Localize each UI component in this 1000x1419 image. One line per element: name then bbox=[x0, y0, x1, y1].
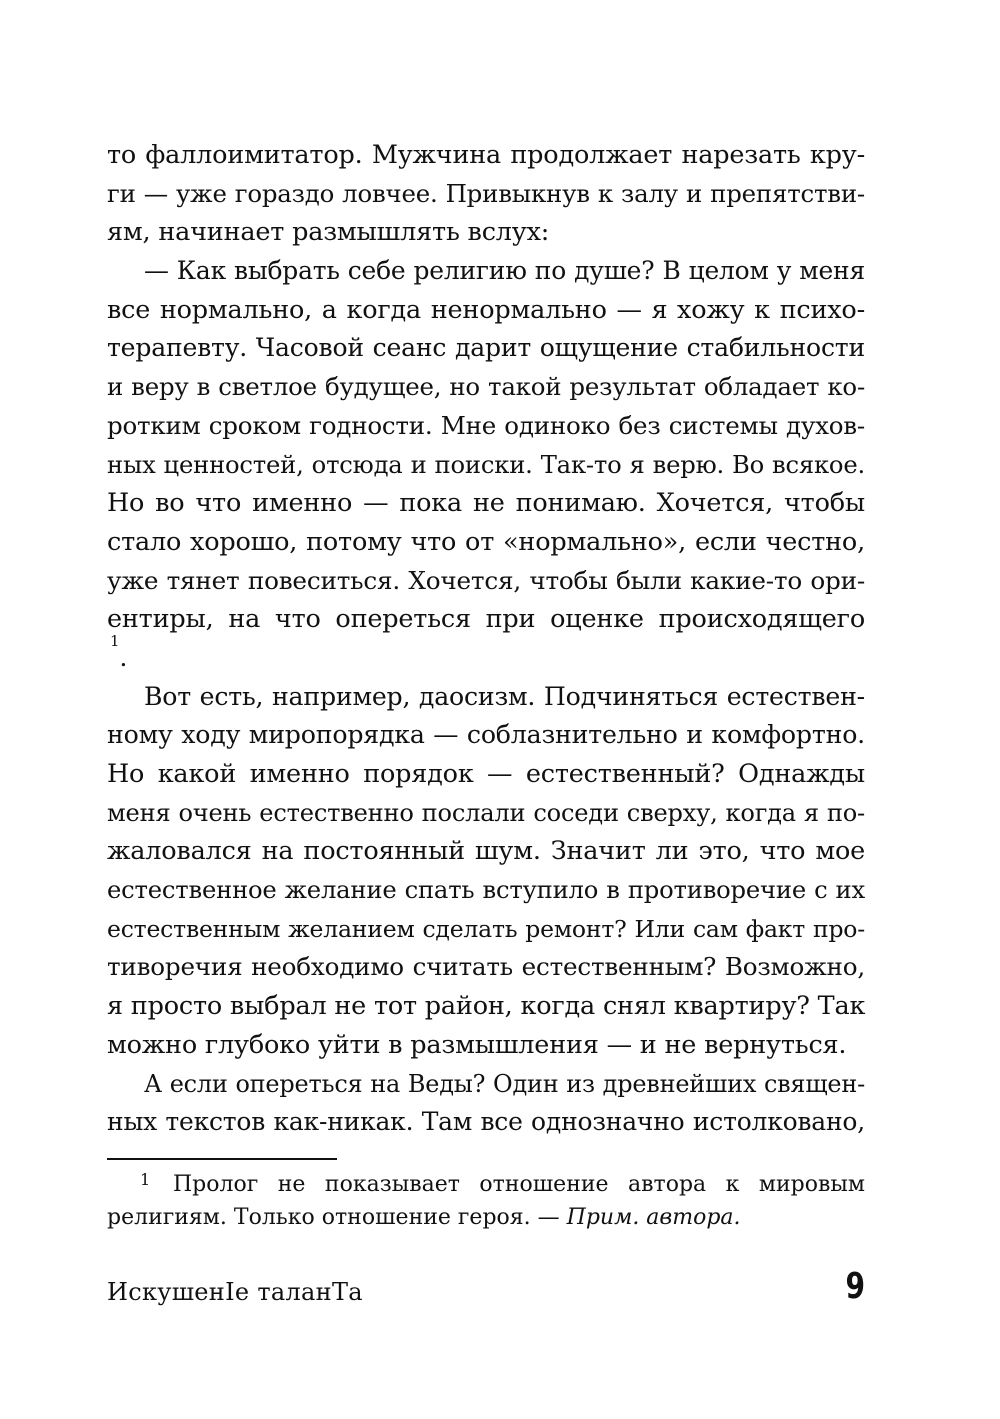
text-line bbox=[107, 632, 865, 678]
footnote-text: религиям. Только отношение героя. — bbox=[107, 1205, 567, 1230]
text-line: ги — уже гораздо ловчее. Привыкнув к залу и препятстви- bbox=[107, 178, 865, 208]
footnote-divider bbox=[107, 1158, 337, 1160]
body-text bbox=[107, 136, 865, 1142]
sentence-period: . bbox=[119, 642, 128, 673]
footnote-first-line bbox=[107, 1168, 865, 1201]
text-line: то фаллоимитатор. Мужчина продолжает нарезать кру- bbox=[107, 140, 865, 170]
text-line: естественным желанием сделать ремонт? Или сам факт про- bbox=[107, 914, 865, 943]
footnote-attribution: Прим. автора. bbox=[566, 1205, 741, 1230]
text-line: Но какой именно порядок — естественный? Однажды bbox=[107, 759, 865, 789]
footnote-number: 1 bbox=[140, 1170, 151, 1189]
text-line: стало хорошо, потому что от «нормально», если честно, bbox=[107, 526, 865, 557]
paragraph bbox=[107, 678, 865, 1065]
paragraph bbox=[107, 1065, 865, 1142]
page-number: 9 bbox=[845, 1266, 865, 1307]
paragraph bbox=[107, 252, 865, 678]
footnote-text: Пролог не показывает отношение автора к мировым bbox=[173, 1172, 865, 1197]
footnote-second-line bbox=[107, 1201, 865, 1234]
footnote bbox=[107, 1168, 865, 1234]
footnote-reference[interactable]: 1 bbox=[110, 632, 120, 651]
text-line: Но во что именно — пока не понимаю. Хочется, чтобы bbox=[107, 488, 865, 519]
text-line: можно глубоко уйти в размышления — и не вернуться. bbox=[107, 1029, 847, 1060]
text-line: и веру в светлое будущее, но такой результат обладает ко- bbox=[107, 372, 865, 402]
text-line: жаловался на постоянный шум. Значит ли это, что мое bbox=[107, 836, 865, 867]
text-line: А если опереться на Веды? Один из древнейших священ- bbox=[144, 1069, 865, 1098]
text-line: меня очень естественно послали соседи сверху, когда я по- bbox=[107, 798, 865, 827]
text-line: тиворечия необходимо считать естественным? Возможно, bbox=[107, 952, 865, 982]
text-line: Вот есть, например, даосизм. Подчиняться естествен- bbox=[144, 681, 865, 711]
text-line: естественное желание спать вступило в противоречие с их bbox=[107, 875, 865, 905]
text-line: — Как выбрать себе религию по душе? В целом у меня bbox=[144, 256, 865, 286]
text-line: ных ценностей, отсюда и поиски. Так-то я верю. Во всякое. bbox=[107, 449, 865, 479]
text-line: я просто выбрал не тот район, когда снял квартиру? Так bbox=[107, 991, 866, 1022]
text-line: ных текстов как-никак. Там все однозначно истолковано, bbox=[107, 1107, 865, 1137]
running-title: ИскушенIе таланТа bbox=[107, 1278, 363, 1306]
text-line: ям, начинает размышлять вслух: bbox=[107, 217, 550, 248]
text-line: все нормально, а когда ненормально — я хожу к психо- bbox=[107, 294, 865, 325]
text-line: ротким сроком годности. Мне одиноко без системы духов- bbox=[107, 410, 865, 440]
text-line: уже тянет повеситься. Хочется, чтобы были какие-то ори- bbox=[107, 565, 865, 595]
text-line: терапевту. Часовой сеанс дарит ощущение стабильности bbox=[107, 333, 865, 363]
text-line: ентиры, на что опереться при оценке происходящего bbox=[107, 604, 865, 635]
text-line: ному ходу миропорядка — соблазнительно и комфортно. bbox=[107, 720, 865, 750]
paragraph bbox=[107, 136, 865, 252]
